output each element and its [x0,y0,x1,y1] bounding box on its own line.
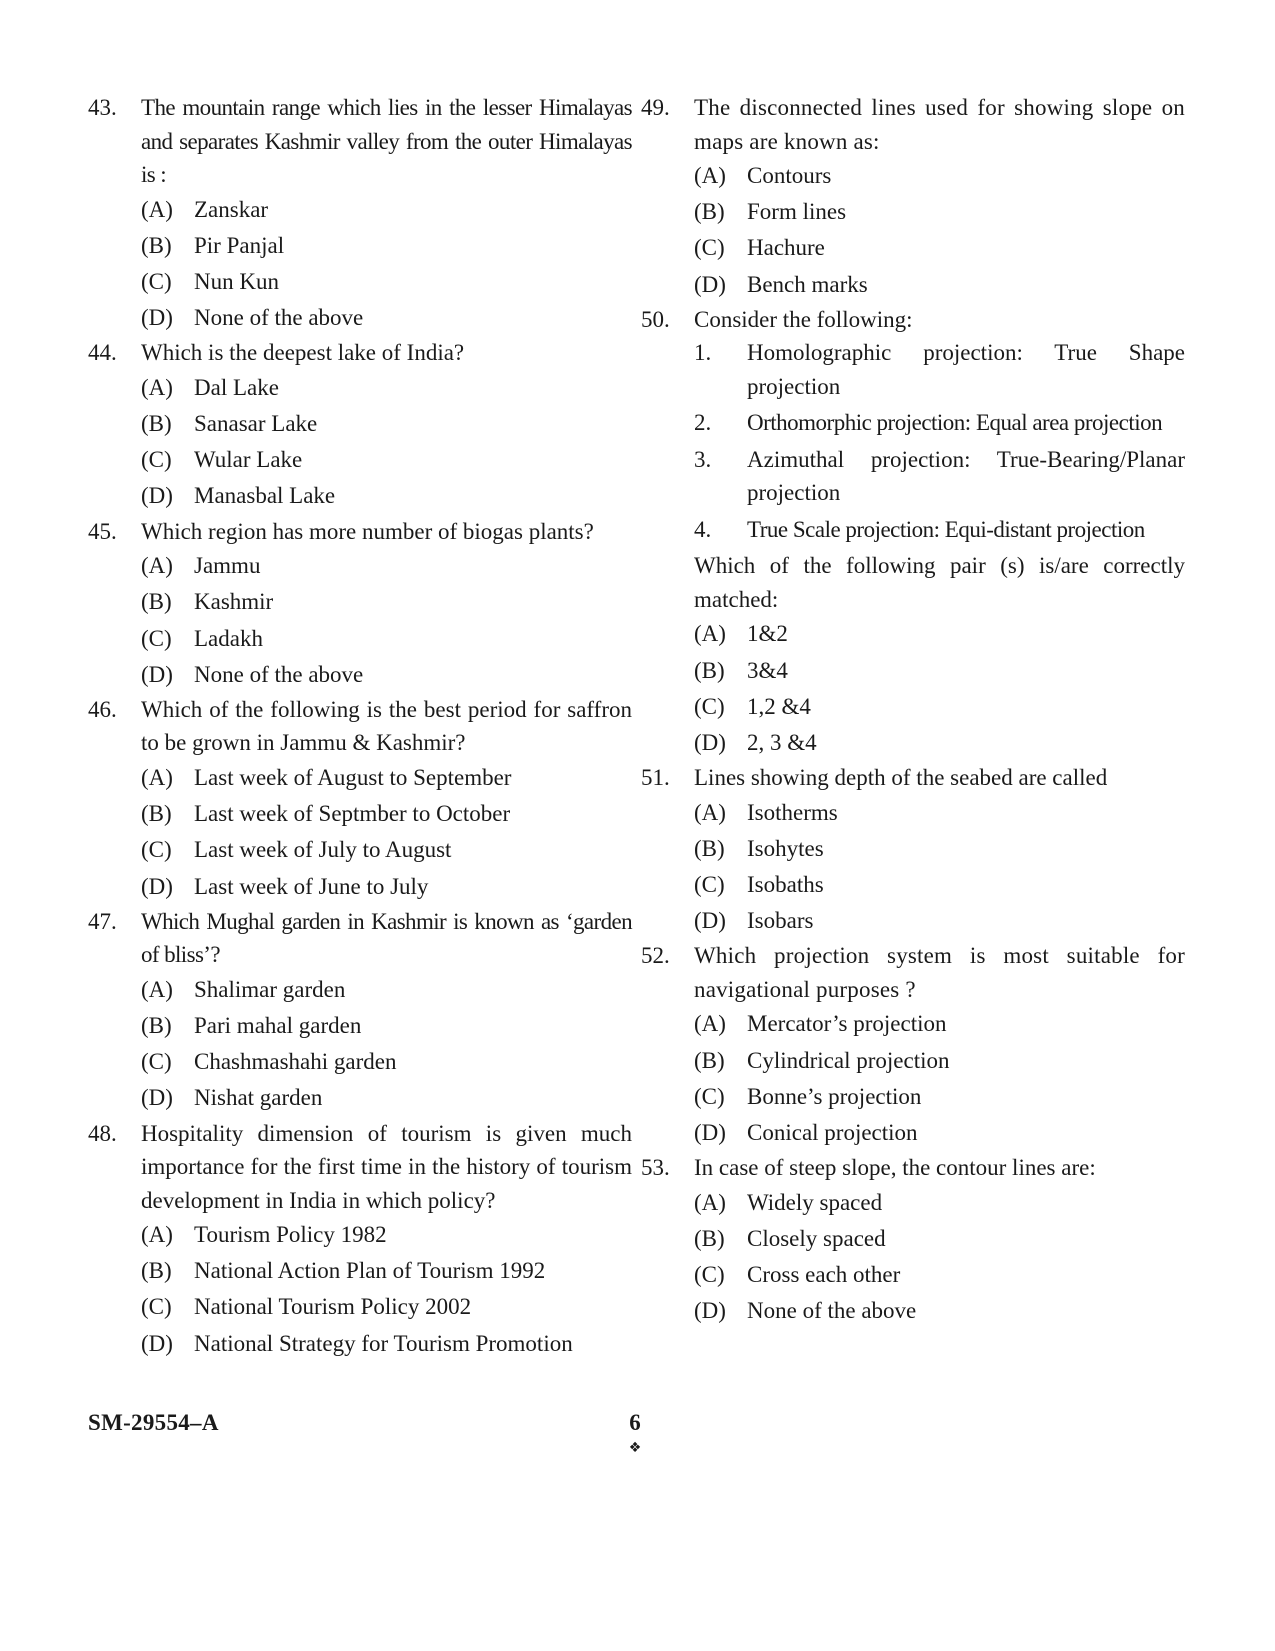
option-label: (C) [141,625,172,651]
option [141,442,632,478]
question-text: Consider the following: [694,306,913,332]
option-text: None of the above [194,305,364,331]
option [141,760,632,796]
option-label: (A) [141,764,173,790]
question-text: The disconnected lines used for showing slope on maps are known as: [694,95,1185,154]
item-number: 3. [694,446,712,472]
option-label: (D) [694,729,726,755]
item-text: Homolographic projection: True Shape projection [747,340,1185,399]
option [141,796,632,832]
option [141,406,632,442]
option [141,832,632,868]
item-text: True Scale projection: Equi-distant projection [747,516,1145,542]
option [694,1115,1185,1151]
option-label: (D) [141,1330,173,1356]
option-label: (C) [141,1294,172,1320]
option-label: (D) [141,483,173,509]
question-number: 45. [88,518,117,544]
option-label: (B) [141,1258,172,1284]
statement-item [694,406,1185,440]
option-label: (B) [141,589,172,615]
option-label: (B) [694,1225,725,1251]
option [694,903,1185,939]
option [141,370,632,406]
option [141,621,632,657]
option-text: Jammu [194,553,261,579]
option-label: (A) [694,621,726,647]
option-label: (B) [141,232,172,258]
question-47 [88,905,632,1117]
question-text: Hospitality dimension of tourism is given much importance for the first time in the history of tourism development in India in which policy? [141,1120,632,1213]
question-number: 50. [641,306,670,332]
option-label: (A) [141,196,173,222]
question-50 [641,303,1185,761]
option-label: (C) [141,837,172,863]
option-label: (B) [694,1047,725,1073]
option-text: Nun Kun [194,268,279,294]
option-text: Isobars [747,908,814,934]
option-text: Widely spaced [747,1189,883,1215]
option-text: 2, 3 &4 [747,729,817,755]
option-text: Kashmir [194,589,274,615]
option [694,267,1185,303]
option-text: None of the above [747,1298,917,1324]
option-text: Dal Lake [194,374,279,400]
question-number: 49. [641,95,670,120]
option-label: (B) [694,199,725,225]
option [694,1221,1185,1257]
option [694,230,1185,266]
option-text: 1,2 &4 [747,693,811,719]
option-text: Isobaths [747,872,824,898]
option-text: Pari mahal garden [194,1012,362,1038]
option-text: None of the above [194,661,364,687]
option [694,653,1185,689]
option-label: (C) [141,1049,172,1075]
option-text: Zanskar [194,196,269,222]
option-text: Shalimar garden [194,976,346,1002]
option [694,831,1185,867]
question-number: 46. [88,696,117,722]
option [141,972,632,1008]
option-label: (D) [141,305,173,331]
option-text: National Action Plan of Tourism 1992 [194,1258,546,1284]
option-text: Isohytes [747,835,824,861]
option-label: (C) [694,693,725,719]
option [141,869,632,905]
option-text: Hachure [747,235,825,261]
option-label: (C) [694,872,725,898]
option-label: (A) [694,799,726,825]
item-number: 4. [694,516,712,542]
right-column [641,91,1185,1330]
question-number: 44. [88,340,117,366]
question-52 [641,939,1185,1151]
question-text: The mountain range which lies in the lesser Himalayas and separates Kashmir valley from the outer Himalayas is : [141,95,632,187]
option [141,548,632,584]
option [694,158,1185,194]
option [141,1326,632,1362]
question-45 [88,515,632,693]
option [694,867,1185,903]
option [141,657,632,693]
option [694,1257,1185,1293]
question-number: 43. [88,95,117,120]
question-48 [88,1117,632,1362]
option [694,795,1185,831]
option-text: Conical projection [747,1120,918,1146]
option [141,478,632,514]
option-label: (D) [694,1120,726,1146]
page-number: 6 [629,1410,641,1435]
option-text: Contours [747,163,832,188]
option [694,1043,1185,1079]
option [141,1008,632,1044]
option [141,264,632,300]
option-text: Last week of August to September [194,764,512,790]
option-label: (A) [141,976,173,1002]
option-text: 3&4 [747,657,788,683]
statement-item [694,443,1185,510]
option [694,725,1185,761]
option-label: (A) [141,1222,173,1248]
option-text: National Tourism Policy 2002 [194,1294,472,1320]
option-text: Mercator’s projection [747,1011,947,1037]
option-label: (B) [141,1012,172,1038]
option-text: Bench marks [747,271,868,297]
item-text: Azimuthal projection: True-Bearing/Planar projection [747,446,1185,506]
option-label: (A) [694,1011,726,1037]
option-label: (C) [694,235,725,261]
option [694,1185,1185,1221]
option-text: Sanasar Lake [194,411,318,437]
option-text: Closely spaced [747,1225,886,1251]
item-number: 1. [694,340,712,366]
question-text: Which projection system is most suitable for navigational purposes ? [694,943,1185,1002]
option-text: Wular Lake [194,447,303,473]
option-text: Manasbal Lake [194,483,336,509]
option-label: (C) [694,1262,725,1288]
left-column [88,91,632,1362]
option-label: (D) [141,873,173,899]
option [141,1253,632,1289]
question-subtext: Which of the following pair (s) is/are correctly matched: [694,553,1185,612]
statement-item [694,513,1185,547]
question-43 [88,91,632,336]
question-49 [641,91,1185,303]
option-text: 1&2 [747,621,788,647]
option-text: Ladakh [194,625,263,651]
option-label: (B) [694,835,725,861]
option [694,1006,1185,1042]
option [694,616,1185,652]
item-number: 2. [694,410,712,436]
option-text: Isotherms [747,799,838,825]
booklet-code: SM-29554–A [88,1410,219,1435]
option [694,194,1185,230]
question-46 [88,693,632,905]
question-44 [88,336,632,514]
option [141,1044,632,1080]
option-text: Cylindrical projection [747,1047,950,1073]
option-text: Last week of June to July [194,873,429,899]
option-text: Form lines [747,199,847,225]
option-text: Tourism Policy 1982 [194,1222,387,1248]
option [141,1080,632,1116]
option-label: (A) [694,163,726,188]
option-text: National Strategy for Tourism Promotion [194,1330,573,1356]
question-text: In case of steep slope, the contour lines are: [694,1155,1096,1181]
option-text: Cross each other [747,1262,901,1288]
option [141,1289,632,1325]
question-number: 48. [88,1120,117,1146]
option [694,689,1185,725]
option-label: (A) [141,374,173,400]
option-label: (C) [694,1083,725,1109]
question-number: 47. [88,908,117,934]
item-text: Orthomorphic projection: Equal area projection [747,410,1163,436]
question-text: Which is the deepest lake of India? [141,340,465,366]
question-number: 52. [641,943,670,969]
option-label: (C) [141,268,172,294]
question-number: 51. [641,765,670,791]
option [141,228,632,264]
option-text: Last week of Septmber to October [194,801,511,827]
option [141,300,632,336]
option-label: (C) [141,447,172,473]
option-text: Nishat garden [194,1085,323,1111]
option-label: (D) [694,271,726,297]
statement-item [694,336,1185,403]
option-text: Chashmashahi garden [194,1049,397,1075]
option [694,1293,1185,1329]
option-label: (D) [141,1085,173,1111]
question-51 [641,761,1185,939]
option-label: (D) [694,908,726,934]
option [141,192,632,228]
diamond-ornament-icon: ❖ [628,1440,642,1456]
option-label: (D) [694,1298,726,1324]
option-text: Bonne’s projection [747,1083,922,1109]
option-text: Pir Panjal [194,232,285,258]
question-text: Lines showing depth of the seabed are called [694,765,1108,791]
option [694,1079,1185,1115]
option-label: (A) [141,553,173,579]
question-number: 53. [641,1155,670,1181]
option-text: Last week of July to August [194,837,452,863]
option-label: (B) [141,411,172,437]
question-text: Which of the following is the best period for saffron to be grown in Jammu & Kashmir? [141,696,632,756]
option-label: (B) [694,657,725,683]
option-label: (B) [141,801,172,827]
question-text: Which region has more number of biogas plants? [141,518,594,544]
question-53 [641,1151,1185,1329]
option-label: (D) [141,661,173,687]
question-text: Which Mughal garden in Kashmir is known as ‘garden of bliss’? [141,908,632,968]
option [141,1217,632,1253]
option [141,584,632,620]
option-label: (A) [694,1189,726,1215]
